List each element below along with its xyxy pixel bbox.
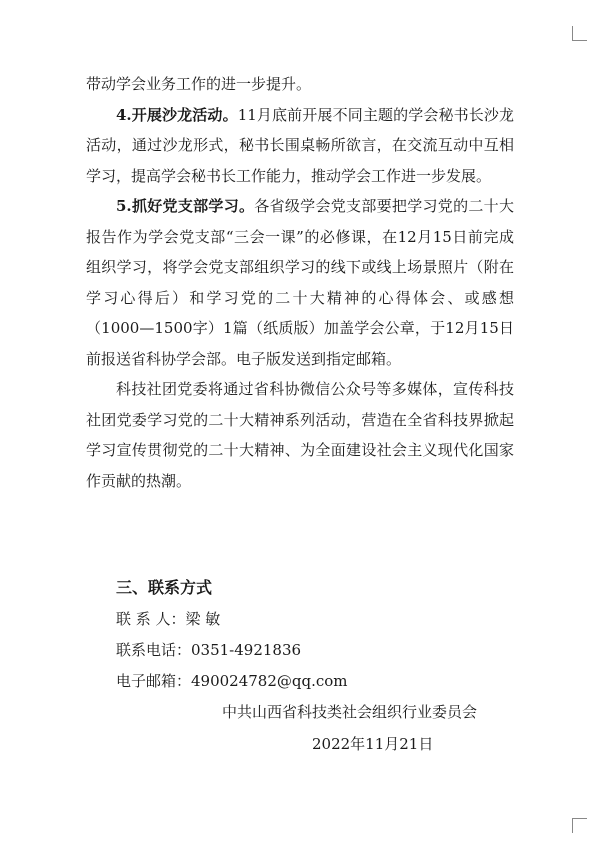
item-4-body: 11月底前开展不同主题的学会秘书长沙龙活动，通过沙龙形式，秘书长围桌畅所欲言，在交流互动中互相学习，提高学会秘书长工作能力，推动学会工作进一步发展。	[86, 105, 514, 185]
summary-paragraph: 科技社团党委将通过省科协微信公众号等多媒体，宣传科技社团党委学习党的二十大精神系列活动，营造在全省科技界掀起学习宣传贯彻党的二十大精神、为全面建设社会主义现代化国家作贡献的热潮。	[86, 380, 514, 490]
signature-org: 中共山西省科技类社会组织行业委员会	[222, 703, 478, 721]
corner-mark-bottom-right	[572, 818, 587, 833]
signature-date: 2022年11月21日	[312, 735, 434, 753]
body-text	[86, 69, 514, 496]
item-5-lead: 5.抓好党支部学习。	[116, 197, 255, 215]
corner-mark-top-right	[572, 26, 587, 41]
item-5-paragraph	[86, 191, 514, 374]
item-4-paragraph	[86, 100, 514, 192]
item-4-lead: 4.开展沙龙活动。	[116, 105, 238, 124]
continuation-paragraph: 带动学会业务工作的进一步提升。	[86, 75, 312, 93]
item-5-body: 各省级学会党支部要把学习党的二十大报告作为学会党支部“三会一课”的必修课，在12月15日前完成组织学习，将学会党支部组织学习的线下或线上场景照片（附在学习心得后）和学习党的二十大精神的心得体会、或感想（1000—1500字）1篇（纸质版）加盖学会公章，于12月15日前报送省科协学会部。电子版发送到指定邮箱。	[86, 197, 514, 368]
contact-person: 联 系 人：梁 敏	[116, 610, 221, 628]
contact-email: 电子邮箱：490024782@qq.com	[116, 672, 348, 690]
section-3-heading: 三、联系方式	[116, 578, 213, 597]
contact-phone: 联系电话：0351-4921836	[116, 641, 302, 659]
